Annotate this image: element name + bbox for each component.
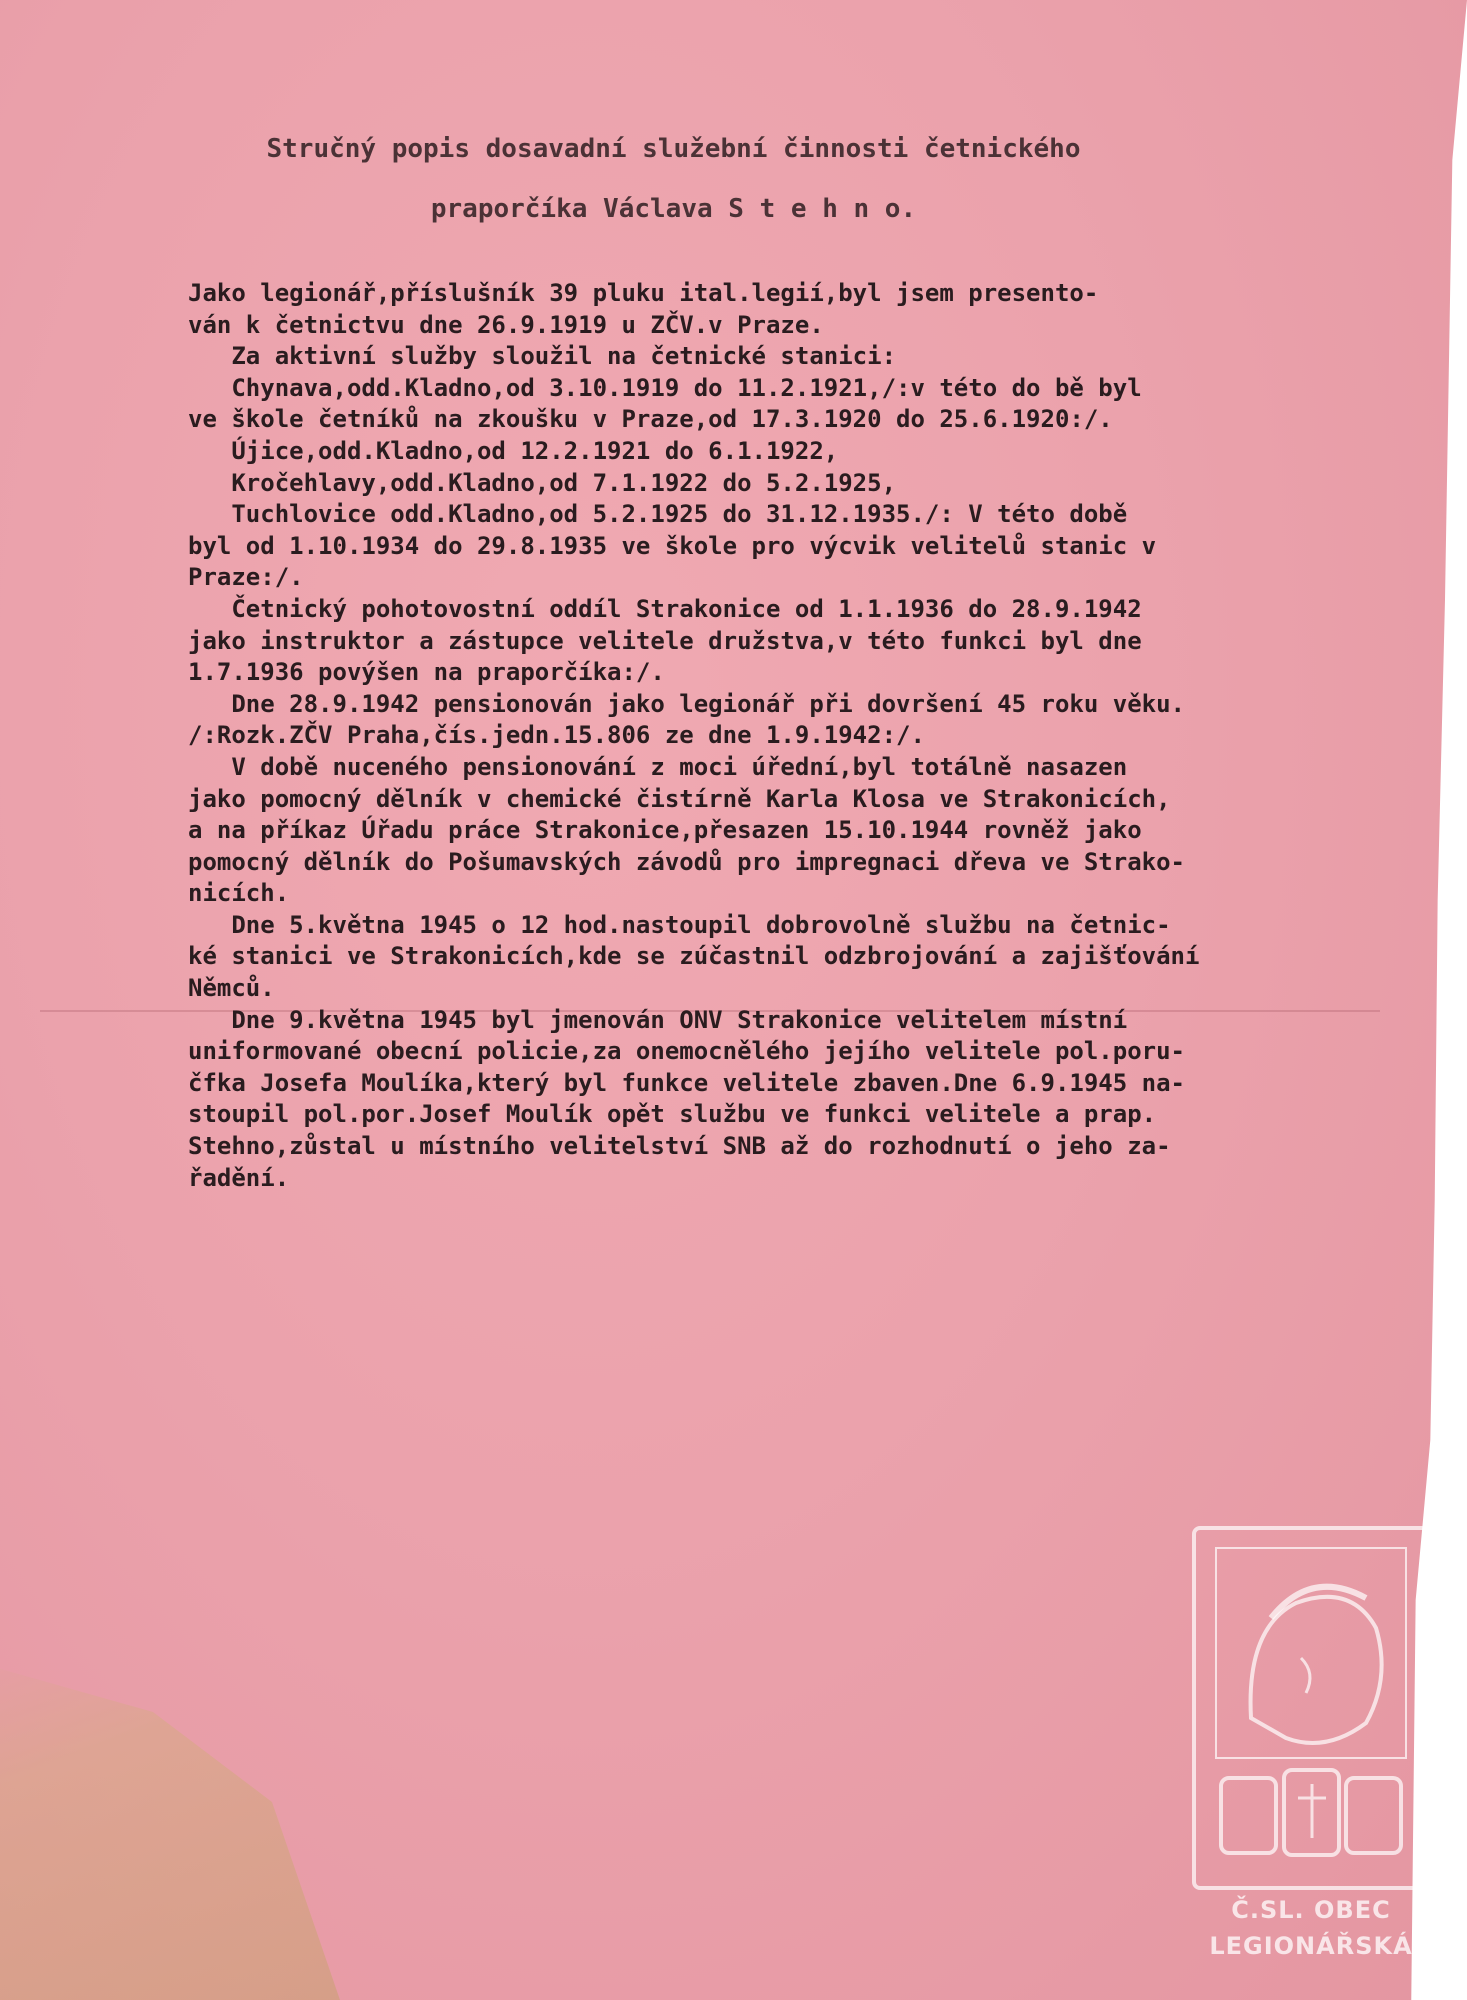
body-line: V době nuceného pensionování z moci úřední,byl totálně nasazen — [188, 752, 1128, 781]
body-line: 1.7.1936 povýšen na praporčíka:/. — [188, 658, 665, 687]
body-line: /:Rozk.ZČV Praha,čís.jedn.15.806 ze dne 1.9.1942:/. — [188, 721, 925, 750]
body-line: Dne 5.května 1945 o 12 hod.nastoupil dobrovolně službu na četnic- — [188, 910, 1171, 939]
watermark-line2: LEGIONÁŘSKÁ — [1209, 1932, 1413, 1960]
body-line: Němců. — [188, 974, 275, 1003]
body-line: Tuchlovice odd.Kladno,od 5.2.1925 do 31.12.1935./: V této době — [188, 500, 1128, 529]
body-line: Dne 9.května 1945 byl jmenován ONV Strakonice velitelem místní — [188, 1005, 1128, 1034]
body-line: řadění. — [188, 1163, 290, 1192]
body-line: ván k četnictvu dne 26.9.1919 u ZČV.v Praze. — [188, 310, 824, 339]
body-line: Chynava,odd.Kladno,od 3.10.1919 do 11.2.1921,/:v této do bě byl — [188, 373, 1142, 402]
body-line: Jako legionář,příslušník 39 pluku ital.legií,byl jsem presento- — [188, 279, 1099, 307]
body-line: Dne 28.9.1942 pensionován jako legionář při dovršení 45 roku věku. — [188, 689, 1185, 718]
body-line: pomocný dělník do Pošumavských závodů pro impregnaci dřeva ve Strako- — [188, 847, 1185, 876]
body-line: Za aktivní služby sloužil na četnické stanici: — [188, 342, 897, 371]
body-line: jako pomocný dělník v chemické čistírně Karla Klosa ve Strakonicích, — [188, 784, 1171, 813]
body-line: Praze:/. — [188, 563, 304, 592]
body-line: čfka Josefa Moulíka,který byl funkce velitele zbaven.Dne 6.9.1945 na- — [188, 1068, 1185, 1097]
body-line: ve škole četníků na zkoušku v Praze,od 17.3.1920 do 25.6.1920:/. — [188, 405, 1113, 434]
body-line: uniformované obecní policie,za onemocnělého jejího velitele pol.poru- — [188, 1037, 1185, 1066]
body-line: Újice,odd.Kladno,od 12.2.1921 do 6.1.1922, — [188, 436, 839, 465]
body-line: a na příkaz Úřadu práce Strakonice,přesazen 15.10.1944 rovněž jako — [188, 816, 1142, 845]
body-line: Četnický pohotovostní oddíl Strakonice od 1.1.1936 do 28.9.1942 — [188, 594, 1142, 623]
body-line: byl od 1.10.1934 do 29.8.1935 ve škole pro výcvik velitelů stanic v — [188, 531, 1157, 560]
body-line: jako instruktor a zástupce velitele družstva,v této funkci byl dne — [188, 626, 1142, 655]
body-line: Stehno,zůstal u místního velitelství SNB až do rozhodnutí o jeho za- — [188, 1132, 1171, 1161]
document-title: Stručný popis dosavadní služební činnosti četnického — [266, 134, 1081, 164]
body-line: nicích. — [188, 879, 290, 908]
body-line: stoupil pol.por.Josef Moulík opět službu ve funkci velitele a prap. — [188, 1100, 1157, 1129]
watermark-line1: Č.SL. OBEC — [1231, 1896, 1391, 1924]
legion-emblem-watermark — [1176, 1508, 1446, 1978]
document-body — [188, 278, 1388, 1194]
body-line: Kročehlavy,odd.Kladno,od 7.1.1922 do 5.2.1925, — [188, 468, 897, 497]
document-subtitle: praporčíka Václava S t e h n o. — [430, 194, 917, 224]
body-line: ké stanici ve Strakonicích,kde se zúčastnil odzbrojování a zajišťování — [188, 942, 1200, 971]
